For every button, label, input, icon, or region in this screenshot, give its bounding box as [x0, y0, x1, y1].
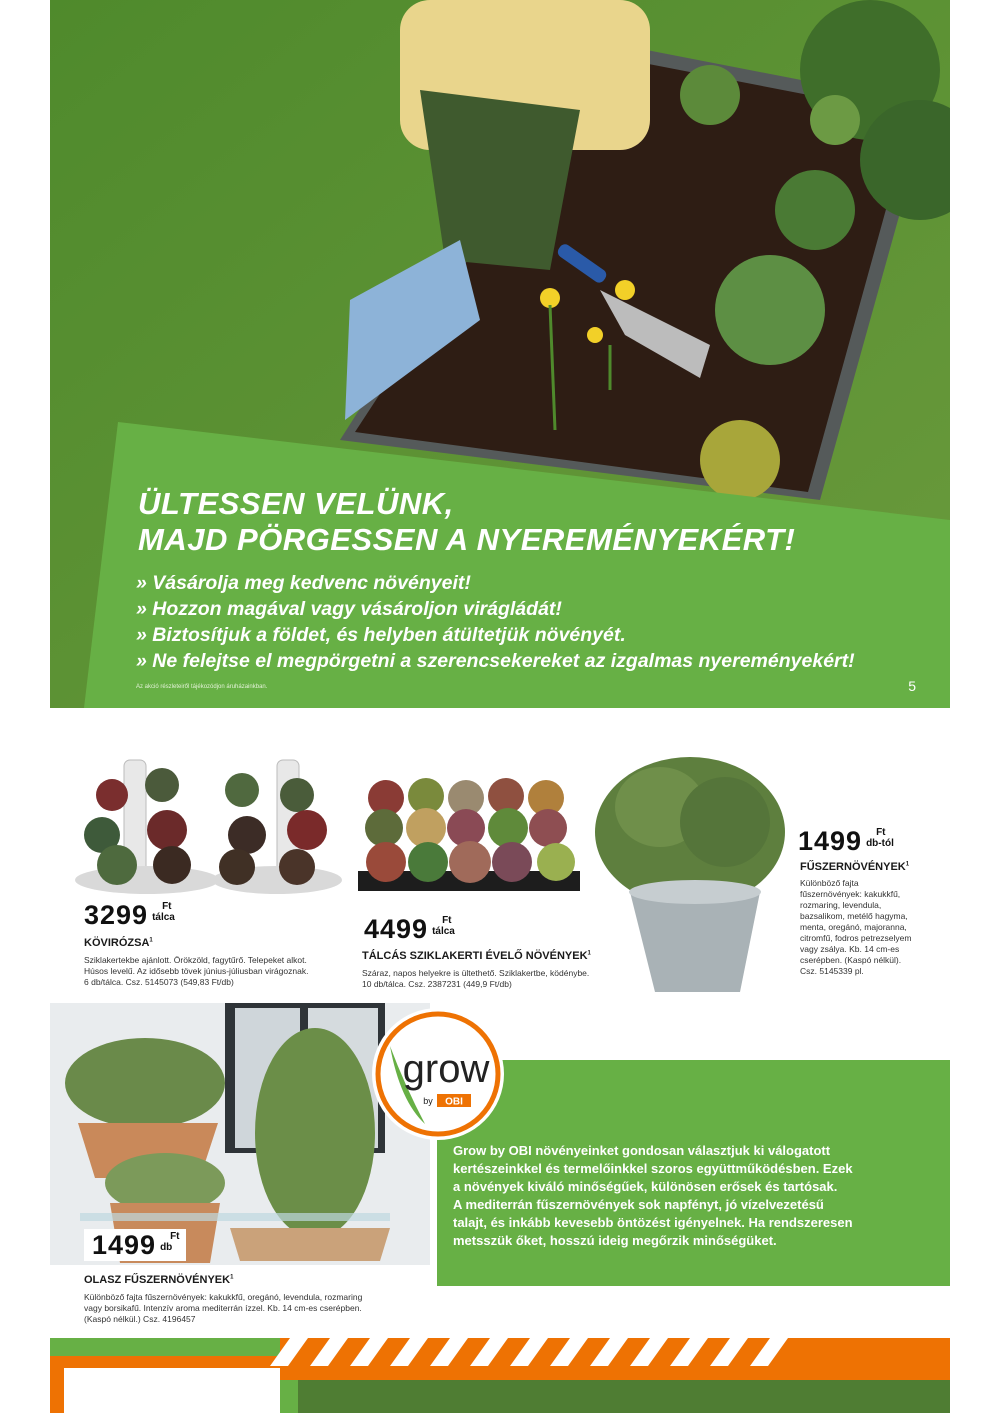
logo-word: grow	[402, 1047, 490, 1091]
fuszer-price	[798, 827, 894, 855]
fuszer-name: FŰSZERNÖVÉNYEK$^1$	[800, 861, 910, 873]
hero-bullet: » Biztosítjuk a földet, és helyben átültetjük növényét.	[136, 622, 855, 648]
logo-by: by	[423, 1096, 433, 1106]
price-value: 3299	[84, 900, 149, 930]
price-currency: Ft	[442, 915, 452, 926]
price-currency: Ft	[170, 1231, 180, 1242]
price-unit	[432, 915, 455, 937]
olasz-price	[84, 1229, 186, 1261]
talcas-name: TÁLCÁS SZIKLAKERTI ÉVELŐ NÖVÉNYEK$^1$	[362, 950, 591, 962]
talcas-price	[364, 915, 455, 943]
kovirozsa-price	[84, 901, 175, 929]
talcas-description: Száraz, napos helyekre is ültethető. Sziklakertbe, ködénybe. 10 db/tálca. Csz. 2387231 (449,9 Ft/db)	[362, 968, 590, 989]
grow-description: Grow by OBI növényeinket gondosan választjuk ki válogatott kertészeinkkel és termelőinkkel szoros együttműködésben. Ezek a növények kiváló minőségűek, különösen erősek és tartósak. A mediterrán fűszernövények sok napfényt, jó vízelvezetésű talajt, és inkább kevesebb öntözést igényelnek. Ha rendszeresen metsszük őket, hosszú ideig megőrzik minőségüket.	[453, 1143, 853, 1248]
fuszernoveny-image	[590, 752, 790, 997]
olasz-name: OLASZ FŰSZERNÖVÉNYEK$^1$	[84, 1274, 234, 1286]
hero-bullet-list	[136, 570, 855, 674]
hero-title-line-2: MAJD PÖRGESSEN A NYEREMÉNYEKÉRT!	[138, 522, 796, 557]
price-currency: Ft	[876, 827, 886, 838]
price-value: 1499	[798, 826, 863, 856]
hero-bullet: » Vásárolja meg kedvenc növényeit!	[136, 570, 855, 596]
price-unit	[866, 827, 894, 849]
hero-title-line-1: ÜLTESSEN VELÜNK,	[138, 486, 454, 521]
kovirozsa-name: KÖVIRÓZSA$^1$	[84, 937, 153, 949]
kovirozsa-image	[72, 755, 342, 905]
grow-by-obi-logo	[370, 1006, 506, 1142]
hero-fine-print: Az akció részleteiről tájékozódjon áruházainkban.	[136, 684, 268, 690]
fuszer-description: Különböző fajta fűszernövények: kakukkfű, rozmaring, levendula, bazsalikom, metélő hagyma, menta, oregánó, majoranna, citromfű, fodros petrezselyem vagy zsálya. Kb. 14 cm-es cserépben. (Kaspó nélkül). Csz. 5145339 pl.	[800, 878, 912, 976]
hero-banner	[50, 0, 950, 708]
page-number: 5	[908, 678, 916, 694]
price-per: db	[160, 1242, 173, 1253]
logo-brand: OBI	[445, 1096, 463, 1108]
kovirozsa-description: Sziklakertekbe ajánlott. Örökzöld, fagytűrő. Telepeket alkot. Húsos levelű. Az idősebb tövek június-júliusban virágoznak. 6 db/tálca. Csz. 5145073 (549,83 Ft/db)	[84, 955, 309, 987]
price-unit	[152, 901, 175, 923]
hero-bullet: » Ne felejtse el megpörgetni a szerencsekereket az izgalmas nyereményekért!	[136, 648, 855, 674]
price-unit	[160, 1231, 179, 1253]
price-currency: Ft	[162, 901, 172, 912]
price-per: db-tól	[866, 838, 894, 849]
price-per: tálca	[152, 912, 175, 923]
price-per: tálca	[432, 926, 455, 937]
price-value: 4499	[364, 914, 429, 944]
talcas-image	[350, 776, 586, 896]
next-page-strip	[50, 1338, 950, 1413]
price-value: 1499	[92, 1230, 157, 1260]
hero-bullet: » Hozzon magával vagy vásároljon virágládát!	[136, 596, 855, 622]
olasz-description: Különböző fajta fűszernövények: kakukkfű, oregánó, levendula, rozmaring vagy borsikafű. Intenzív aroma mediterrán ízzel. Kb. 14 cm-es cserépben. (Kaspó nélkül.) Csz. 4196457	[84, 1292, 363, 1324]
